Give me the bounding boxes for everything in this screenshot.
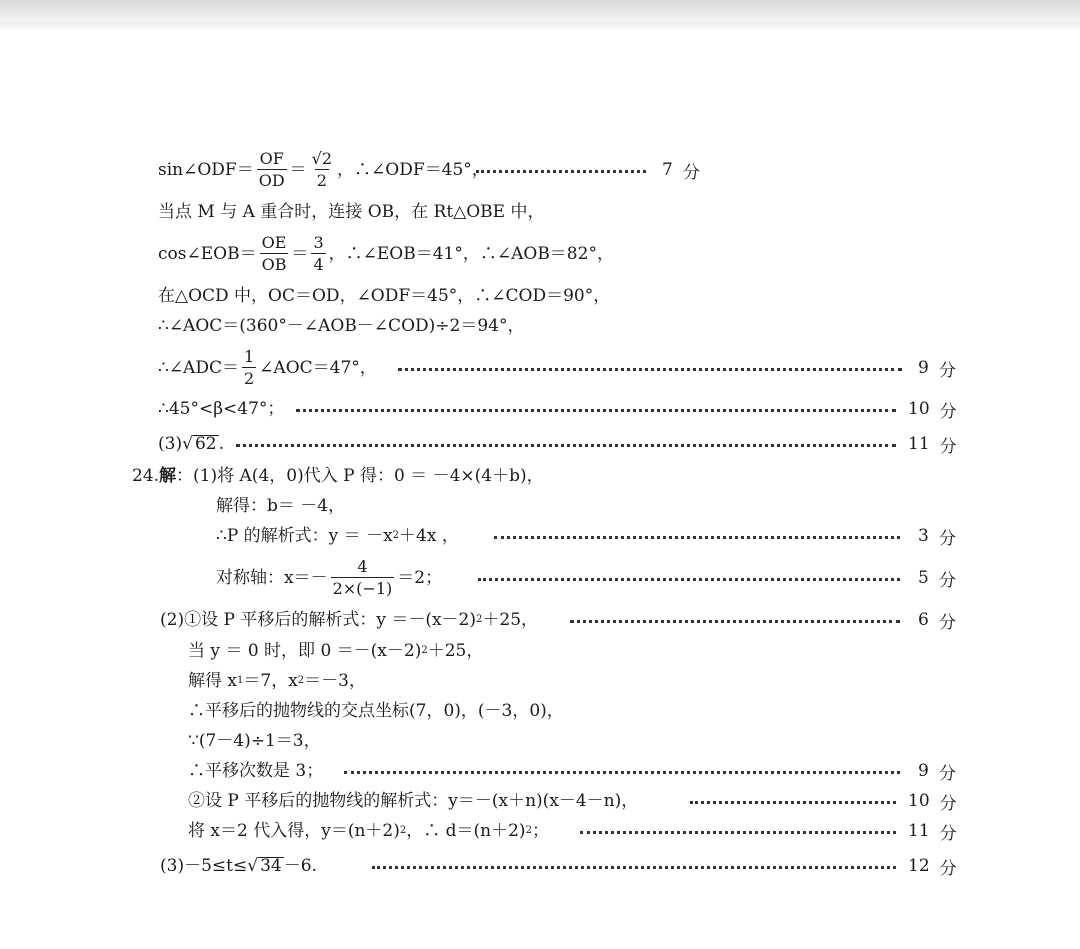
fraction-oe-ob bbox=[260, 234, 289, 275]
solution-line-3 bbox=[158, 232, 614, 274]
superscript: 2 bbox=[421, 645, 428, 656]
score-12 bbox=[908, 850, 957, 882]
solution-line-2 bbox=[158, 196, 544, 228]
text: 当点 M 与 A 重合时，连接 OB，在 Rt△OBE 中， bbox=[158, 201, 545, 222]
text: ＝－3， bbox=[304, 670, 366, 691]
page-shadow bbox=[0, 22, 1080, 32]
text: ＋4x ， bbox=[399, 525, 459, 546]
text: ＝2； bbox=[397, 567, 443, 588]
leader-dots bbox=[478, 578, 900, 581]
text: ∴45°<β<47°； bbox=[158, 398, 285, 419]
score-10 bbox=[908, 393, 957, 425]
text: (2)①设 P 平移后的解析式：y ＝－(x－2) bbox=[160, 609, 477, 630]
score-unit: 分 bbox=[939, 436, 957, 457]
text: ∠AOC＝47°， bbox=[259, 357, 377, 378]
numerator: 4 bbox=[357, 556, 368, 576]
score-6 bbox=[918, 604, 956, 636]
score-value: 9 bbox=[918, 761, 929, 781]
score-unit: 分 bbox=[682, 162, 700, 183]
text: 当 y ＝ 0 时，即 0 ＝－(x－2) bbox=[188, 640, 422, 661]
denominator: 2 bbox=[316, 171, 327, 190]
solution-line-7 bbox=[158, 393, 284, 425]
score-value: 10 bbox=[908, 791, 930, 811]
denominator: 2 bbox=[243, 369, 255, 388]
fraction-4-over-neg2 bbox=[331, 558, 395, 599]
text: 将 x＝2 代入得，y＝(n＋2) bbox=[188, 820, 400, 841]
score-value: 11 bbox=[908, 821, 930, 841]
text: ∴P 的解析式：y ＝ －x bbox=[216, 525, 393, 546]
leader-dots bbox=[580, 831, 896, 834]
question-number: 24. bbox=[132, 465, 160, 486]
solution-line-6 bbox=[158, 346, 377, 388]
solution-line-4 bbox=[158, 280, 610, 312]
denominator: 4 bbox=[313, 255, 324, 274]
text: 在△OCD 中，OC＝OD，∠ODF＝45°，∴∠COD＝90°， bbox=[158, 285, 611, 306]
leader-dots bbox=[236, 444, 896, 447]
text: (3)－5≤t≤ bbox=[160, 855, 248, 876]
score-unit: 分 bbox=[938, 528, 956, 549]
solution-line-14 bbox=[188, 635, 483, 667]
solution-line-1 bbox=[158, 148, 489, 190]
score-5 bbox=[918, 562, 956, 594]
score-value: 7 bbox=[662, 160, 673, 180]
score-unit: 分 bbox=[939, 793, 957, 814]
denominator: 2×(−1) bbox=[332, 579, 393, 598]
equals: ＝ bbox=[289, 159, 307, 180]
radicand: 62 bbox=[194, 434, 217, 454]
text: ； bbox=[531, 820, 549, 841]
text: ∴平移次数是 3； bbox=[188, 760, 324, 781]
superscript: 2 bbox=[476, 614, 483, 625]
text: 解得 x bbox=[188, 670, 237, 691]
score-value: 6 bbox=[918, 610, 929, 630]
fraction-root2-over-2 bbox=[310, 150, 334, 191]
score-value: 9 bbox=[918, 358, 929, 378]
text: ，∴∠ODF＝45°， bbox=[337, 159, 489, 180]
solution-line-8 bbox=[158, 428, 224, 460]
text: ＋25， bbox=[427, 640, 484, 661]
score-7 bbox=[662, 154, 700, 186]
subscript: 1 bbox=[237, 675, 244, 686]
text: ：(1)将 A(4，0)代入 P 得：0 ＝ －4×(4＋b)， bbox=[176, 465, 544, 486]
leader-dots bbox=[690, 801, 896, 804]
fraction-1-2 bbox=[242, 348, 256, 389]
score-unit: 分 bbox=[938, 763, 956, 784]
leader-dots bbox=[344, 771, 900, 774]
score-9 bbox=[918, 352, 956, 384]
solution-line-5 bbox=[158, 310, 524, 342]
numerator: OE bbox=[261, 232, 287, 252]
solution-line-19 bbox=[188, 785, 638, 817]
solution-line-18 bbox=[188, 755, 323, 787]
solution-line-20 bbox=[188, 815, 549, 847]
score-value: 5 bbox=[918, 568, 929, 588]
superscript: 2 bbox=[399, 825, 407, 836]
solution-line-16 bbox=[188, 695, 564, 727]
sqrt-sign: √ bbox=[182, 433, 193, 454]
score-unit: 分 bbox=[938, 570, 956, 591]
text: ＋25， bbox=[482, 609, 539, 630]
equals: ＝ bbox=[291, 243, 309, 264]
numerator: OF bbox=[259, 148, 284, 168]
text: ∴平移后的抛物线的交点坐标(7，0)，(－3，0)， bbox=[188, 700, 564, 721]
text: cos∠EOB＝ bbox=[158, 243, 257, 264]
numerator: 1 bbox=[243, 346, 255, 366]
solution-line-15 bbox=[188, 665, 366, 697]
score-value: 11 bbox=[908, 434, 930, 454]
score-value: 3 bbox=[918, 526, 929, 546]
text: (3) bbox=[158, 433, 183, 454]
text: ②设 P 平移后的抛物线的解析式：y＝－(x＋n)(x－4－n)， bbox=[188, 790, 639, 811]
text: 解得：b＝ －4， bbox=[216, 495, 346, 516]
numerator: √2 bbox=[311, 148, 333, 168]
text: 对称轴：x＝－ bbox=[216, 567, 328, 588]
score-unit: 分 bbox=[939, 823, 957, 844]
question-24-header bbox=[132, 460, 544, 492]
solution-label: 解 bbox=[159, 465, 177, 486]
solution-line-21 bbox=[160, 850, 317, 882]
text: . bbox=[218, 433, 224, 454]
text: ＝7，x bbox=[243, 670, 298, 691]
solution-line-17 bbox=[188, 725, 321, 757]
solution-line-10 bbox=[216, 490, 345, 522]
leader-dots bbox=[398, 368, 902, 371]
score-unit: 分 bbox=[939, 401, 957, 422]
solution-line-11 bbox=[216, 520, 459, 552]
superscript: 2 bbox=[525, 825, 532, 836]
sqrt-sign: √ bbox=[247, 855, 259, 876]
leader-dots bbox=[372, 866, 896, 869]
leader-dots bbox=[570, 620, 900, 623]
text: ，∴ d＝(n＋2) bbox=[406, 820, 526, 841]
score-9b bbox=[918, 755, 956, 787]
text: sin∠ODF＝ bbox=[158, 159, 254, 180]
superscript: 2 bbox=[392, 530, 400, 541]
top-edge-bar bbox=[0, 0, 1080, 22]
text: ∵(7－4)÷1＝3， bbox=[188, 730, 321, 751]
text: ∴∠ADC＝ bbox=[158, 357, 239, 378]
fraction-of-od bbox=[257, 150, 287, 191]
score-value: 10 bbox=[908, 399, 930, 419]
score-unit: 分 bbox=[938, 360, 956, 381]
score-3 bbox=[918, 520, 956, 552]
radicand: 34 bbox=[260, 856, 282, 876]
score-11b bbox=[908, 815, 957, 847]
text: －6. bbox=[283, 855, 317, 876]
leader-dots bbox=[296, 409, 896, 412]
leader-dots bbox=[494, 536, 900, 539]
score-unit: 分 bbox=[939, 858, 957, 879]
text: ，∴∠EOB＝41°，∴∠AOB＝82°， bbox=[328, 243, 614, 264]
score-value: 12 bbox=[908, 856, 930, 876]
numerator: 3 bbox=[313, 232, 324, 252]
fraction-3-4 bbox=[311, 234, 325, 275]
leader-dots bbox=[476, 170, 646, 173]
denominator: OB bbox=[261, 255, 287, 274]
score-10b bbox=[908, 785, 957, 817]
solution-line-13 bbox=[160, 604, 538, 636]
text: ∴∠AOC＝(360°－∠AOB－∠COD)÷2＝94°， bbox=[158, 315, 525, 336]
score-11 bbox=[908, 428, 957, 460]
denominator: OD bbox=[258, 171, 285, 190]
solution-line-12 bbox=[216, 556, 443, 598]
subscript: 2 bbox=[297, 675, 305, 686]
score-unit: 分 bbox=[938, 612, 956, 633]
